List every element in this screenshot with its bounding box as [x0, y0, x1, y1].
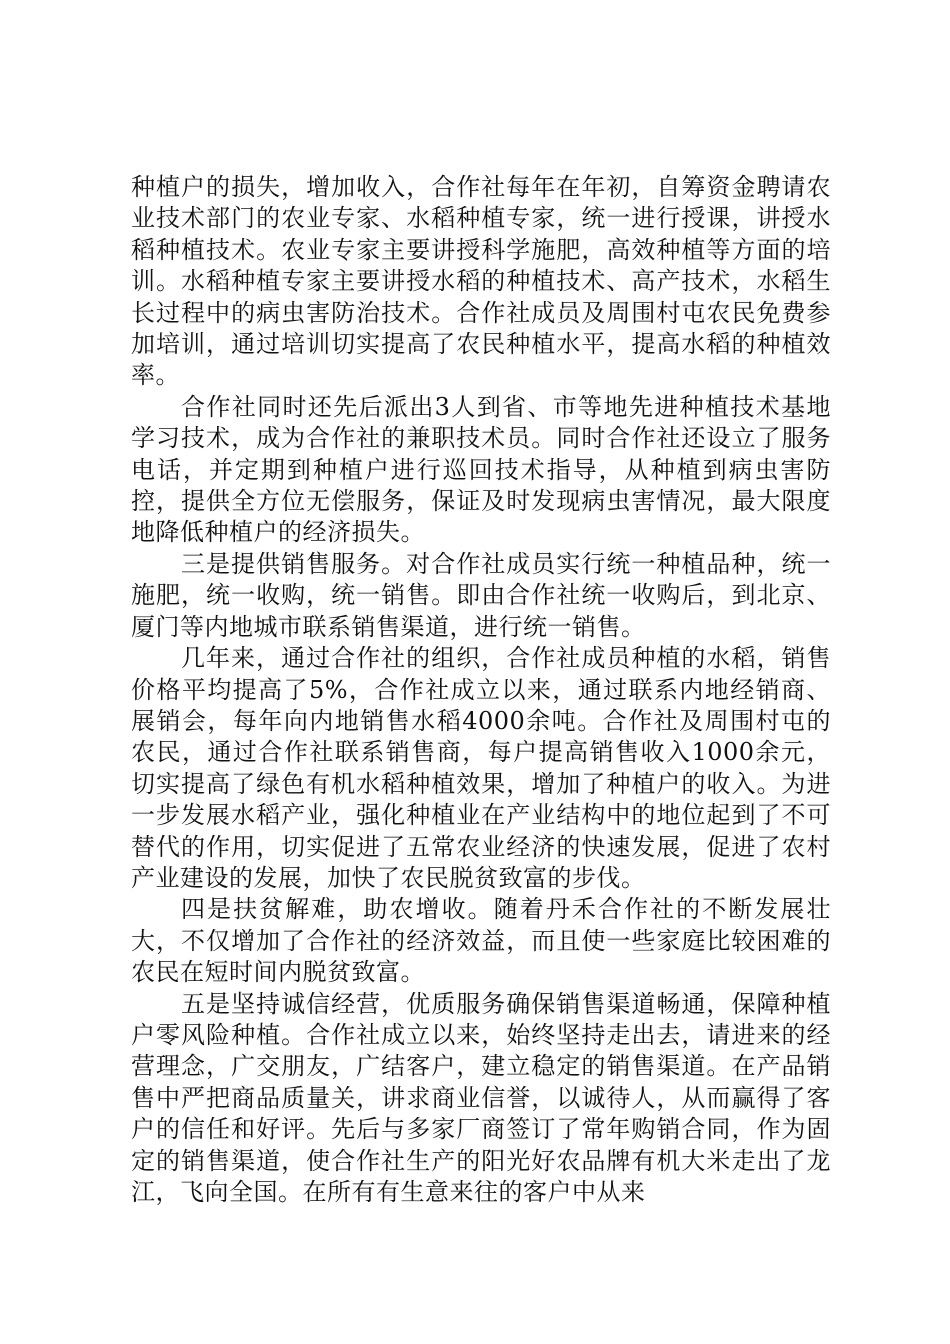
paragraph-integrity-management: 五是坚持诚信经营，优质服务确保销售渠道畅通，保障种植户零风险种植。合作社成立以来，始终坚持走出去，请进来的经营理念，广交朋友，广结客户，建立稳定的销售渠道。在产品销售中严把商品质量关，讲求商业信誉，以诚待人，从而赢得了客户的信任和好评。先后与多家厂商签订了常年购销合同，作为固定的销售渠道，使合作社生产的阳光好农品牌有机大米走出了龙江，飞向全国。在所有有生意来往的客户中从来: [131, 989, 831, 1206]
paragraph-sales-service: 三是提供销售服务。对合作社成员实行统一种植品种，统一施肥，统一收购，统一销售。即由合作社统一收购后，到北京、厦门等内地城市联系销售渠道，进行统一销售。: [131, 549, 831, 641]
paragraph-continued: 种植户的损失，增加收入，合作社每年在年初，自筹资金聘请农业技术部门的农业专家、水稻种植专家，统一进行授课，讲授水稻种植技术。农业专家主要讲授科学施肥，高效种植等方面的培训。水稻种植专家主要讲授水稻的种植技术、高产技术，水稻生长过程中的病虫害防治技术。合作社成员及周围村屯农民免费参加培训，通过培训切实提高了农民种植水平，提高水稻的种植效率。: [131, 173, 831, 390]
paragraph-sales-results: 几年来，通过合作社的组织，合作社成员种植的水稻，销售价格平均提高了5%，合作社成立以来，通过联系内地经销商、展销会，每年向内地销售水稻4000余吨。合作社及周围村屯的农民，通过合作社联系销售商，每户提高销售收入1000余元，切实提高了绿色有机水稻种植效果，增加了种植户的收入。为进一步发展水稻产业，强化种植业在产业结构中的地位起到了不可替代的作用，切实促进了五常农业经济的快速发展，促进了农村产业建设的发展，加快了农民脱贫致富的步伐。: [131, 644, 831, 892]
paragraph-poverty-relief: 四是扶贫解难，助农增收。随着丹禾合作社的不断发展壮大，不仅增加了合作社的经济效益，而且使一些家庭比较困难的农民在短时间内脱贫致富。: [131, 895, 831, 987]
paragraph-technician-training: 合作社同时还先后派出3人到省、市等地先进种植技术基地学习技术，成为合作社的兼职技术员。同时合作社还设立了服务电话，并定期到种植户进行巡回技术指导，从种植到病虫害防控，提供全方位无偿服务，保证及时发现病虫害情况，最大限度地降低种植户的经济损失。: [131, 392, 831, 547]
body-text: [131, 172, 831, 1208]
